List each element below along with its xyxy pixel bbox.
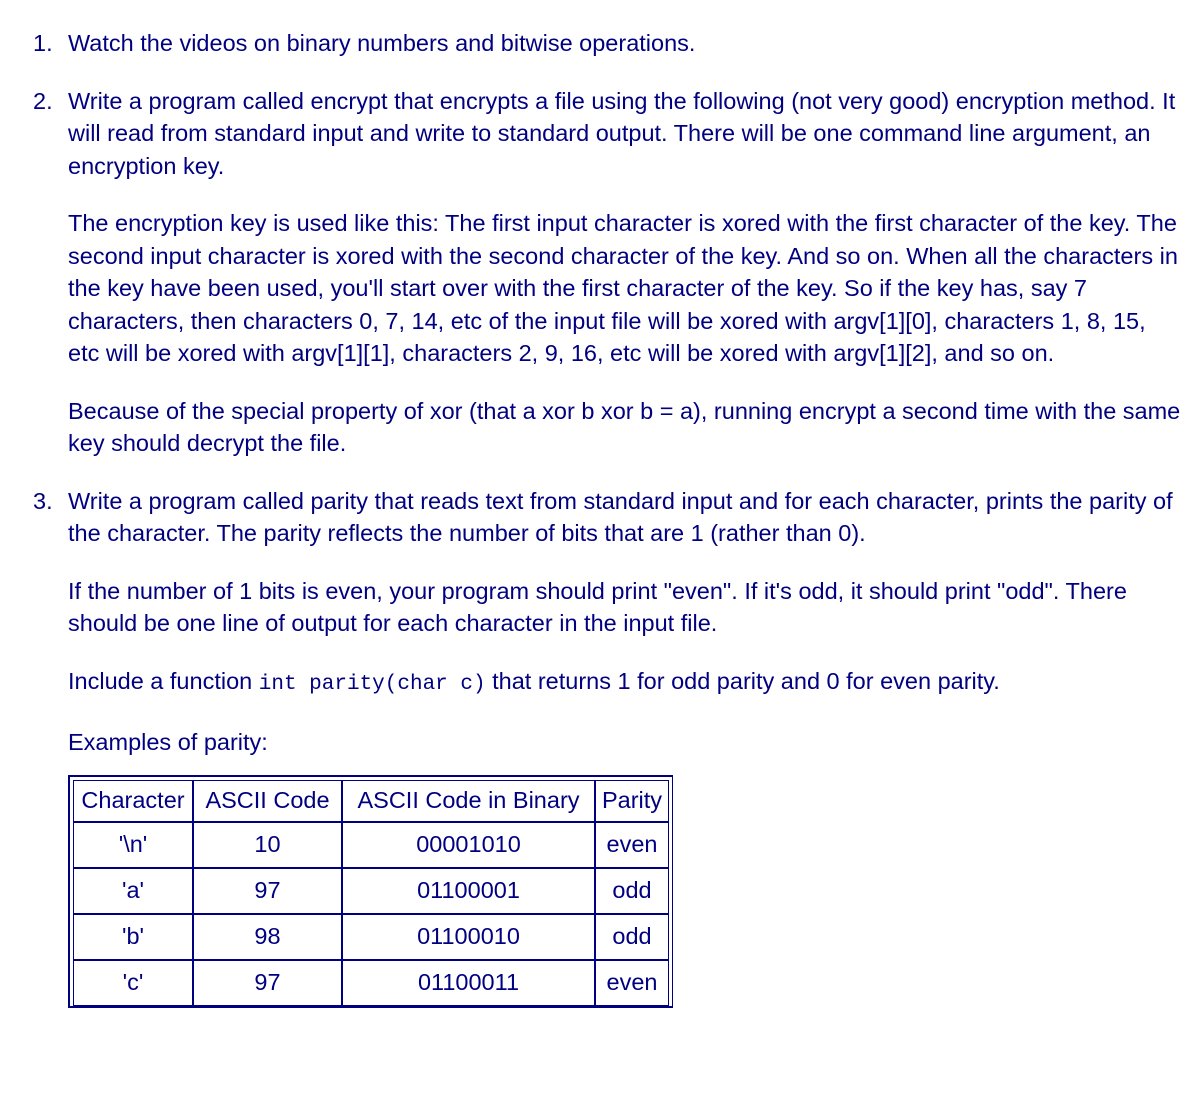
function-sentence-before: Include a function [68, 667, 253, 694]
step-number: 2. [33, 87, 53, 114]
cell-character: 'c' [73, 960, 193, 1006]
table-row [73, 822, 669, 868]
table-header-row [73, 780, 669, 822]
step-number: 3. [33, 487, 53, 514]
step-number: 1. [33, 30, 53, 56]
cell-character: '\n' [73, 822, 193, 868]
cell-ascii-code: 97 [193, 868, 342, 914]
cell-parity: even [595, 822, 669, 868]
step-3 [0, 485, 1202, 1008]
table-row [73, 914, 669, 960]
header-parity: Parity [595, 780, 669, 822]
cell-ascii-code: 97 [193, 960, 342, 1006]
table-row [73, 960, 669, 1006]
header-ascii-code: ASCII Code [193, 780, 342, 822]
cell-parity: even [595, 960, 669, 1006]
step-1-paragraph-1: Watch the videos on binary numbers and bitwise operations. [68, 30, 696, 56]
step-2-paragraph-1: Write a program called encrypt that encrypts a file using the following (not very good) encryption method. It will read from standard input and write to standard output. There will be one command line argument, an encryption key. [68, 87, 1176, 179]
step-3-paragraph-1: Write a program called parity that reads text from standard input and for each character, prints the parity of the character. The parity reflects the number of bits that are 1 (rather than 0). [68, 487, 1173, 546]
step-3-paragraph-2: If the number of 1 bits is even, your program should print "even". If it's odd, it should print "odd". There should be one line of output for each character in the input file. [68, 577, 1127, 636]
function-sentence-after: that returns 1 for odd parity and 0 for even parity. [492, 667, 1000, 694]
cell-ascii-binary: 00001010 [342, 822, 595, 868]
header-character: Character [73, 780, 193, 822]
cell-character: 'a' [73, 868, 193, 914]
header-ascii-binary: ASCII Code in Binary [342, 780, 595, 822]
parity-examples-table [68, 775, 673, 1008]
table-row [73, 868, 669, 914]
cell-parity: odd [595, 868, 669, 914]
examples-label: Examples of parity: [68, 729, 268, 755]
cell-ascii-binary: 01100001 [342, 868, 595, 914]
instruction-list [0, 27, 1202, 1008]
cell-parity: odd [595, 914, 669, 960]
step-1 [0, 27, 1202, 60]
cell-ascii-binary: 01100010 [342, 914, 595, 960]
cell-ascii-binary: 01100011 [342, 960, 595, 1006]
cell-ascii-code: 10 [193, 822, 342, 868]
step-2 [0, 85, 1202, 460]
step-2-paragraph-2: The encryption key is used like this: The first input character is xored with the first character of the key. The second input character is xored with the second character of the key. And so on. When all the characters in the key have been used, you'll start over with the first character of the key. So if the key has, say 7 characters, then characters 0, 7, 14, etc of the input file will be xored with argv[1][0], characters 1, 8, 15, etc will be xored with argv[1][1], characters 2, 9, 16, etc will be xored with argv[1][2], and so on. [68, 210, 1178, 366]
function-signature-code: int parity(char c) [258, 672, 486, 696]
step-2-paragraph-3: Because of the special property of xor (that a xor b xor b = a), running encrypt a second time with the same key should decrypt the file. [68, 397, 1181, 456]
function-sentence [68, 665, 1182, 702]
cell-character: 'b' [73, 914, 193, 960]
cell-ascii-code: 98 [193, 914, 342, 960]
